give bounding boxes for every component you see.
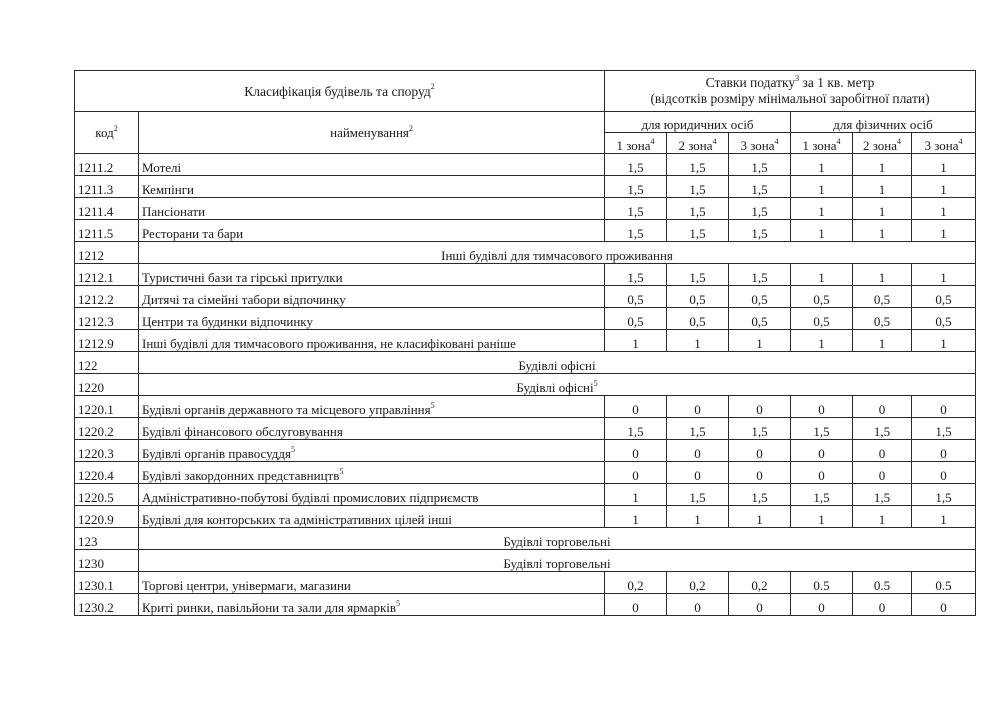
group-name-cell: Будівлі офісні$^5$	[139, 374, 976, 396]
rate-cell: 0	[605, 594, 667, 616]
table-row	[75, 154, 976, 176]
table-row	[75, 506, 976, 528]
rate-cell: 1,5	[853, 418, 912, 440]
zone-header: 3 зона$^4$	[912, 133, 976, 154]
rate-cell: 1	[853, 264, 912, 286]
rate-cell: 1,5	[667, 176, 729, 198]
name-cell: Будівлі фінансового обслуговування	[139, 418, 605, 440]
code-cell: 1211.3	[75, 176, 139, 198]
code-cell: 1220.2	[75, 418, 139, 440]
name-cell: Мотелі	[139, 154, 605, 176]
table-row	[75, 264, 976, 286]
table-row	[75, 330, 976, 352]
code-cell: 1220.3	[75, 440, 139, 462]
rate-cell: 0	[729, 594, 791, 616]
classification-header: Класифікація будівель та споруд$^2$	[75, 71, 605, 112]
rate-cell: 1	[791, 198, 853, 220]
rate-cell: 1	[605, 506, 667, 528]
zone-header: 2 зона$^4$	[667, 133, 729, 154]
group-name-cell: Будівлі офісні	[139, 352, 976, 374]
rate-cell: 1	[853, 198, 912, 220]
rate-cell: 1	[853, 506, 912, 528]
rate-cell: 0,5	[791, 286, 853, 308]
code-cell: 1211.4	[75, 198, 139, 220]
rate-cell: 0	[853, 396, 912, 418]
table-row	[75, 484, 976, 506]
rate-cell: 0	[667, 396, 729, 418]
table-row	[75, 308, 976, 330]
rate-cell: 0	[791, 594, 853, 616]
rate-cell: 1	[791, 330, 853, 352]
rate-cell: 0	[912, 440, 976, 462]
legal-entities-header: для юридичних осіб	[605, 112, 791, 133]
zone-header: 3 зона$^4$	[729, 133, 791, 154]
code-cell: 1211.2	[75, 154, 139, 176]
tax-rates-table	[74, 70, 976, 616]
name-cell: Центри та будинки відпочинку	[139, 308, 605, 330]
rate-cell: 1,5	[605, 154, 667, 176]
code-cell: 1220.1	[75, 396, 139, 418]
rate-cell: 1,5	[729, 176, 791, 198]
code-cell: 1212.3	[75, 308, 139, 330]
code-cell: 1220.4	[75, 462, 139, 484]
rates-header: Ставки податку$^3$ за 1 кв. метр (відсотків розміру мінімальної заробітної плати)	[605, 71, 976, 112]
rate-cell: 1,5	[605, 418, 667, 440]
rate-cell: 1,5	[729, 418, 791, 440]
rate-cell: 1,5	[605, 198, 667, 220]
name-cell: Будівлі органів державного та місцевого управління$^5$	[139, 396, 605, 418]
rate-cell: 0	[912, 594, 976, 616]
rate-cell: 0.5	[912, 572, 976, 594]
rate-cell: 1,5	[729, 220, 791, 242]
rate-cell: 1,5	[605, 220, 667, 242]
zone-header: 1 зона$^4$	[605, 133, 667, 154]
table-row	[75, 594, 976, 616]
group-row	[75, 374, 976, 396]
name-cell: Криті ринки, павільйони та зали для ярмарків$^5$	[139, 594, 605, 616]
name-cell: Будівлі для конторських та адміністративних цілей інші	[139, 506, 605, 528]
rate-cell: 0	[667, 462, 729, 484]
rate-cell: 1,5	[853, 484, 912, 506]
rate-cell: 1	[791, 506, 853, 528]
individuals-header: для фізичних осіб	[791, 112, 976, 133]
rate-cell: 1,5	[791, 418, 853, 440]
rate-cell: 0	[912, 462, 976, 484]
rate-cell: 1	[912, 154, 976, 176]
rate-cell: 0,5	[605, 286, 667, 308]
name-header: найменування$^2$	[139, 112, 605, 154]
name-cell: Будівлі закордонних представництв$^5$	[139, 462, 605, 484]
name-cell: Торгові центри, універмаги, магазини	[139, 572, 605, 594]
code-cell: 1212.9	[75, 330, 139, 352]
table-row	[75, 418, 976, 440]
rate-cell: 0,2	[605, 572, 667, 594]
rate-cell: 0	[667, 440, 729, 462]
group-name-cell: Будівлі торговельні	[139, 528, 976, 550]
rate-cell: 0,5	[605, 308, 667, 330]
rate-cell: 0	[791, 440, 853, 462]
rate-cell: 1	[853, 154, 912, 176]
name-cell: Будівлі органів правосуддя$^5$	[139, 440, 605, 462]
rate-cell: 0	[605, 396, 667, 418]
rate-cell: 0	[605, 462, 667, 484]
code-cell: 123	[75, 528, 139, 550]
rate-cell: 0,2	[729, 572, 791, 594]
rate-cell: 1	[853, 330, 912, 352]
rate-cell: 1	[667, 506, 729, 528]
zone-header: 1 зона$^4$	[791, 133, 853, 154]
rate-cell: 0	[791, 462, 853, 484]
rate-cell: 1,5	[605, 264, 667, 286]
rate-cell: 1,5	[912, 418, 976, 440]
table-row	[75, 220, 976, 242]
rate-cell: 1	[853, 176, 912, 198]
zone-header: 2 зона$^4$	[853, 133, 912, 154]
group-row	[75, 352, 976, 374]
rate-cell: 0	[667, 594, 729, 616]
header-row-top	[75, 71, 976, 112]
rate-cell: 0,5	[853, 286, 912, 308]
rate-cell: 1,5	[667, 418, 729, 440]
code-cell: 1230.1	[75, 572, 139, 594]
rate-cell: 1,5	[667, 154, 729, 176]
rate-cell: 0	[853, 462, 912, 484]
group-name-cell: Інші будівлі для тимчасового проживання	[139, 242, 976, 264]
rate-cell: 0	[853, 440, 912, 462]
rate-cell: 1,5	[667, 484, 729, 506]
rate-cell: 1,5	[605, 176, 667, 198]
code-header: код$^2$	[75, 112, 139, 154]
table-row	[75, 198, 976, 220]
name-cell: Ресторани та бари	[139, 220, 605, 242]
group-row	[75, 550, 976, 572]
rate-cell: 1,5	[729, 484, 791, 506]
name-cell: Дитячі та сімейні табори відпочинку	[139, 286, 605, 308]
rate-cell: 1	[912, 264, 976, 286]
rate-cell: 1,5	[912, 484, 976, 506]
rate-cell: 1,5	[729, 198, 791, 220]
rate-cell: 0	[605, 440, 667, 462]
rate-cell: 1,5	[667, 264, 729, 286]
rate-cell: 0,5	[791, 308, 853, 330]
rate-cell: 1	[912, 198, 976, 220]
table-row	[75, 396, 976, 418]
rate-cell: 1,5	[729, 264, 791, 286]
name-cell: Пансіонати	[139, 198, 605, 220]
rate-cell: 0,5	[912, 286, 976, 308]
table-row	[75, 462, 976, 484]
rate-cell: 0	[853, 594, 912, 616]
group-name-cell: Будівлі торговельні	[139, 550, 976, 572]
rate-cell: 1	[853, 220, 912, 242]
code-cell: 1230.2	[75, 594, 139, 616]
name-cell: Інші будівлі для тимчасового проживання, не класифіковані раніше	[139, 330, 605, 352]
code-cell: 122	[75, 352, 139, 374]
rate-cell: 0	[729, 462, 791, 484]
rate-cell: 0,2	[667, 572, 729, 594]
code-cell: 1230	[75, 550, 139, 572]
group-row	[75, 528, 976, 550]
table-row	[75, 440, 976, 462]
table-row	[75, 176, 976, 198]
table-row	[75, 572, 976, 594]
rate-cell: 1,5	[791, 484, 853, 506]
rate-cell: 0.5	[853, 572, 912, 594]
rate-cell: 0	[729, 440, 791, 462]
rate-cell: 0,5	[912, 308, 976, 330]
rate-cell: 1	[791, 154, 853, 176]
name-cell: Туристичні бази та гірські притулки	[139, 264, 605, 286]
rate-cell: 1	[667, 330, 729, 352]
rate-cell: 0,5	[853, 308, 912, 330]
rate-cell: 0	[729, 396, 791, 418]
table-row	[75, 286, 976, 308]
rate-cell: 1	[791, 220, 853, 242]
rate-cell: 1	[729, 330, 791, 352]
rate-cell: 1,5	[729, 154, 791, 176]
code-cell: 1212.2	[75, 286, 139, 308]
header-row-mid	[75, 112, 976, 133]
code-cell: 1212	[75, 242, 139, 264]
rate-cell: 1,5	[667, 198, 729, 220]
rate-cell: 1	[912, 176, 976, 198]
rate-cell: 1	[912, 506, 976, 528]
rate-cell: 0	[791, 396, 853, 418]
rate-cell: 0,5	[729, 308, 791, 330]
rate-cell: 1,5	[667, 220, 729, 242]
code-cell: 1212.1	[75, 264, 139, 286]
rate-cell: 1	[912, 220, 976, 242]
rate-cell: 0,5	[667, 286, 729, 308]
code-cell: 1211.5	[75, 220, 139, 242]
rate-cell: 0.5	[791, 572, 853, 594]
rate-cell: 1	[791, 176, 853, 198]
code-cell: 1220.9	[75, 506, 139, 528]
name-cell: Адміністративно-побутові будівлі промислових підприємств	[139, 484, 605, 506]
rate-cell: 1	[912, 330, 976, 352]
rate-cell: 0,5	[667, 308, 729, 330]
group-row	[75, 242, 976, 264]
rate-cell: 0,5	[729, 286, 791, 308]
rate-cell: 1	[605, 330, 667, 352]
code-cell: 1220	[75, 374, 139, 396]
code-cell: 1220.5	[75, 484, 139, 506]
rate-cell: 0	[912, 396, 976, 418]
rate-cell: 1	[791, 264, 853, 286]
name-cell: Кемпінги	[139, 176, 605, 198]
rate-cell: 1	[605, 484, 667, 506]
rate-cell: 1	[729, 506, 791, 528]
